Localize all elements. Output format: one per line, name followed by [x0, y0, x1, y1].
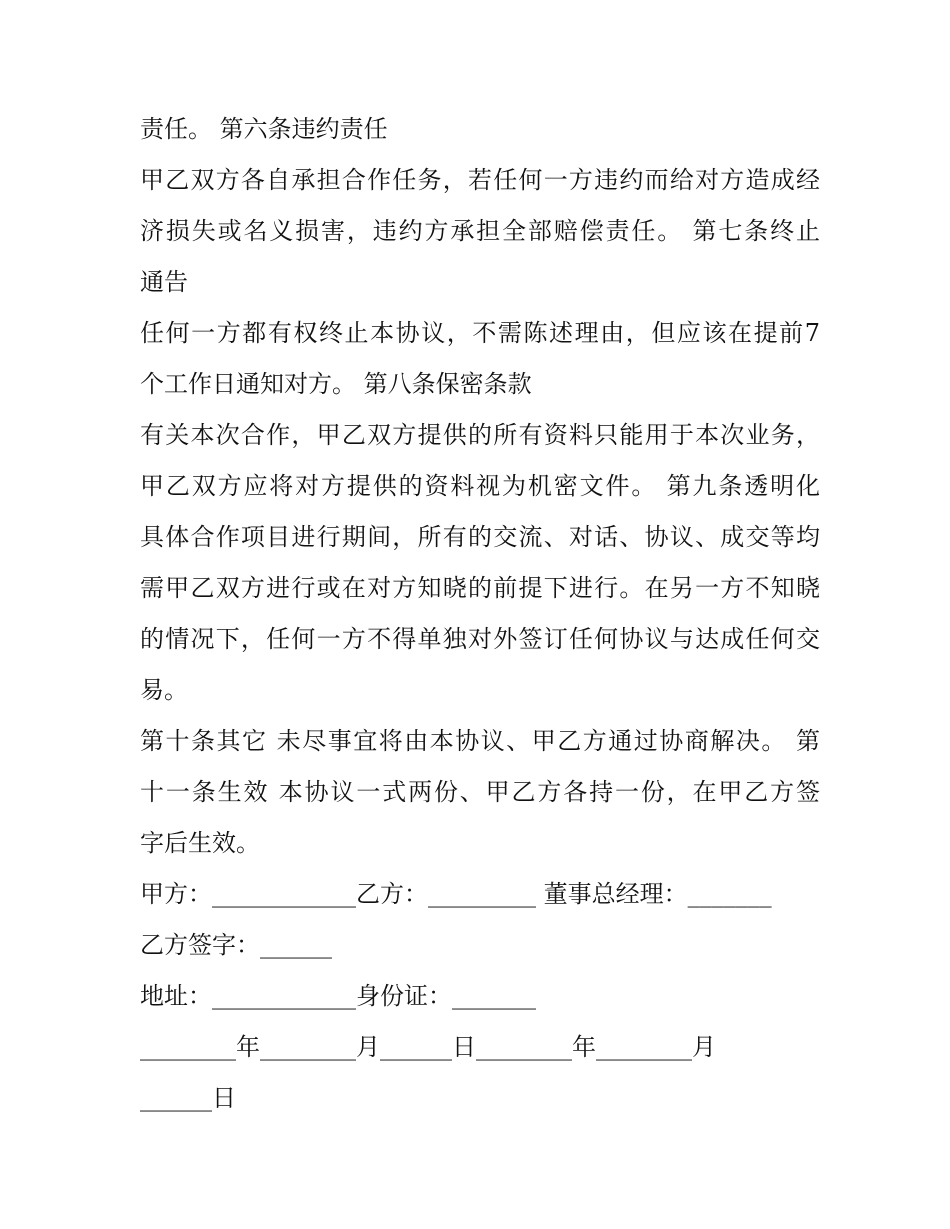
text-line-2: 甲乙双方各自承担合作任务，若任何一方违约而给对方造成经 [140, 166, 820, 194]
date-line-1: ________年________月______日________年________月 [140, 1033, 716, 1061]
text-line-4: 通告 [140, 268, 188, 296]
signature-line-parties: 甲方：____________乙方：_________ 董事总经理：_______ [140, 880, 772, 908]
text-line-14: 十一条生效 本协议一式两份、甲乙方各持一份，在甲乙方签 [140, 778, 820, 806]
text-line-13: 第十条其它 未尽事宜将由本协议、甲乙方通过协商解决。 第 [140, 727, 820, 755]
text-line-1: 责任。 第六条违约责任 [140, 115, 388, 143]
text-line-11: 的情况下，任何一方不得单独对外签订任何协议与达成任何交 [140, 625, 820, 653]
signature-line-address: 地址：____________身份证：_______ [140, 982, 536, 1010]
text-line-7: 有关本次合作，甲乙双方提供的所有资料只能用于本次业务， [140, 421, 820, 449]
text-line-5: 任何一方都有权终止本协议，不需陈述理由，但应该在提前7 [140, 319, 820, 347]
text-line-8: 甲乙双方应将对方提供的资料视为机密文件。 第九条透明化 [140, 472, 820, 500]
text-line-15: 字后生效。 [140, 829, 260, 857]
contract-text [140, 104, 820, 1124]
text-line-10: 需甲乙双方进行或在对方知晓的前提下进行。在另一方不知晓 [140, 574, 820, 602]
text-line-6: 个工作日通知对方。 第八条保密条款 [140, 370, 532, 398]
text-line-12: 易。 [140, 676, 188, 704]
signature-line-party-b: 乙方签字：______ [140, 931, 332, 959]
date-line-2: ______日 [140, 1084, 236, 1112]
text-line-9: 具体合作项目进行期间，所有的交流、对话、协议、成交等均 [140, 523, 820, 551]
text-line-3: 济损失或名义损害，违约方承担全部赔偿责任。 第七条终止 [140, 217, 820, 245]
